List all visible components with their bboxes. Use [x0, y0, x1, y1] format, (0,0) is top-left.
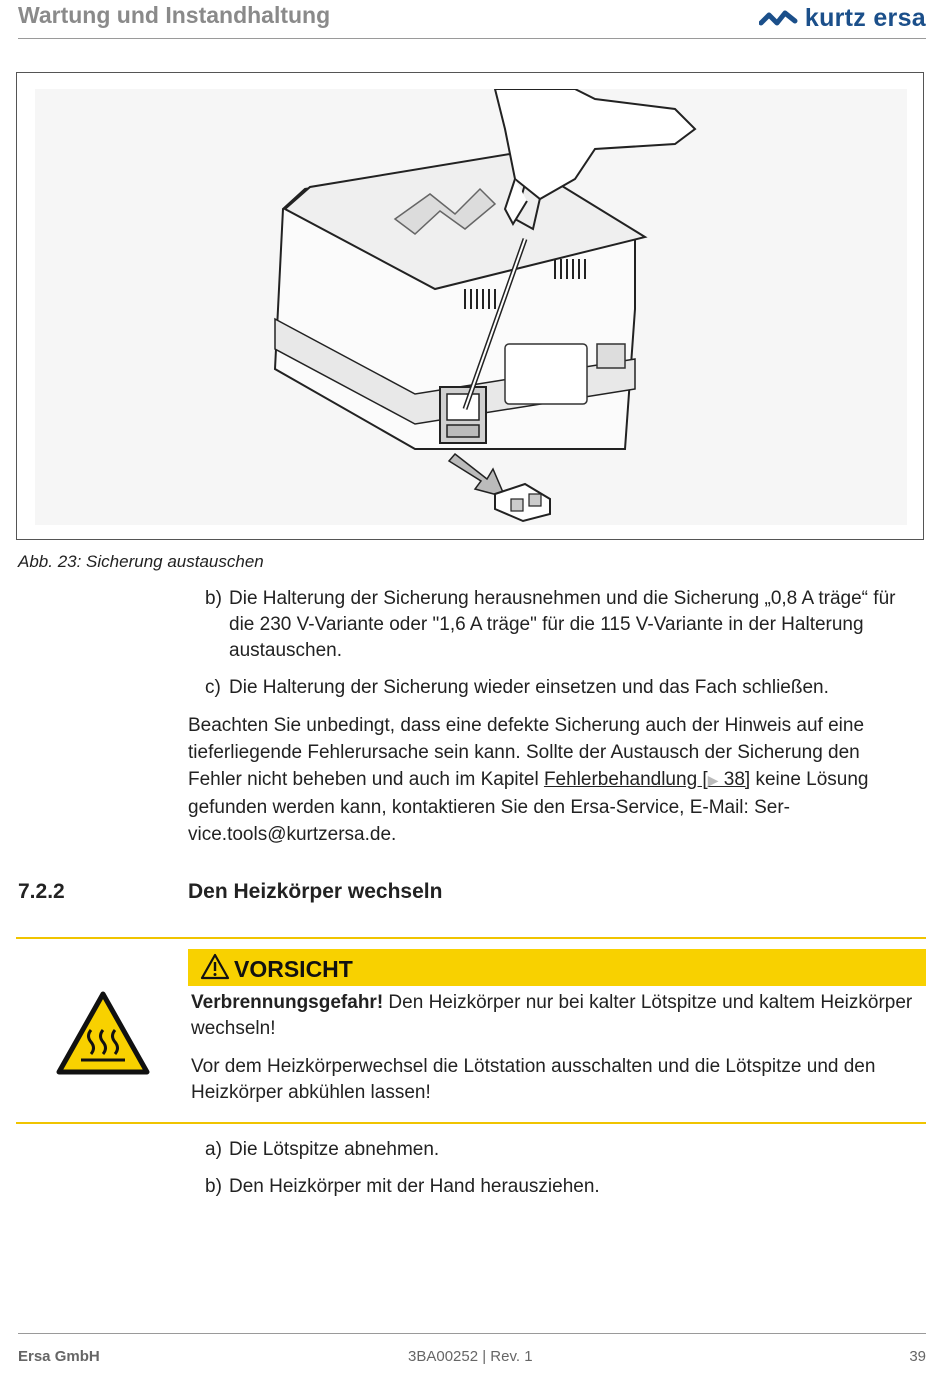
fuse-replacement-illustration [35, 89, 907, 525]
step-marker: c) [205, 677, 221, 698]
step-text: Die Halterung der Sicherung herausnehmen und die Sicherung „0,8 A träge“ für die 230 V-Variante oder "1,6 A träge" für die 115 V-Variante in der Halterung austauschen. [229, 588, 896, 661]
page-footer [18, 1333, 926, 1374]
step-text: Die Halterung der Sicherung wieder einsetzen und das Fach schließen. [229, 677, 829, 698]
figure-caption: Abb. 23: Sicherung austauschen [18, 552, 264, 571]
chapter-link[interactable] [544, 769, 750, 790]
footer-company: Ersa GmbH [18, 1348, 100, 1365]
section-title: Den Heizkörper wechseln [188, 880, 443, 903]
hot-surface-warning-icon [55, 990, 151, 1076]
warning-top-rule [16, 937, 926, 939]
step-text: Den Heizkörper mit der Hand herausziehen. [229, 1176, 600, 1197]
warning-bottom-rule [16, 1122, 926, 1124]
chapter-link-text: Fehlerbehandlung [ [543, 769, 708, 790]
section-number: 7.2.2 [18, 880, 65, 903]
warning-label: VORSICHT [234, 956, 353, 982]
paragraph-text: Beachten Sie unbedingt, dass eine defekte Sicherung auch der Hinweis auf eine tieferliegende Fehlerursache sein kann. Sollte der Austausch der Sicherung den Fehler nicht beheben und auch im Kapitel [188, 715, 865, 790]
header-title: Wartung und Instandhaltung [18, 2, 331, 28]
ersa-logo-icon [759, 7, 799, 31]
list-item [205, 586, 910, 664]
warning-banner [188, 949, 926, 986]
info-paragraph [188, 712, 913, 848]
figure-frame [16, 72, 924, 540]
step-marker: a) [205, 1139, 222, 1160]
warning-text-2: Vor dem Heizkörperwechsel die Lötstation ausschalten und die Lötspitze und den Heizkörper abkühlen lassen! [191, 1056, 876, 1103]
warning-text: Den Heizkörper nur bei kalter Lötspitze und kaltem Heizkörper wechseln! [191, 992, 913, 1039]
warning-bold-lead: Verbrennungsgefahr! [191, 992, 384, 1013]
warning-text-1 [191, 990, 916, 1042]
logo-text: kurtz ersa [804, 4, 926, 32]
step-marker: b) [205, 588, 222, 609]
footer-doc-id: 3BA00252 | Rev. 1 [408, 1348, 533, 1365]
triangle-right-icon: ▶ [707, 772, 719, 788]
list-item [205, 1174, 910, 1200]
chapter-link-page: 38] [718, 769, 751, 790]
step-marker: b) [205, 1176, 222, 1197]
paragraph-text: keine Lösung gefunden werden kann, kontaktieren Sie den Ersa-Service, E-Mail: Ser-vice.tools@kurtzersa.de. [188, 769, 869, 845]
warning-triangle-icon [200, 953, 230, 980]
list-item [205, 675, 910, 701]
page-header [18, 0, 926, 39]
page-number: 39 [909, 1348, 926, 1365]
brand-logo [759, 4, 926, 33]
step-text: Die Lötspitze abnehmen. [229, 1139, 440, 1160]
list-item [205, 1137, 910, 1163]
